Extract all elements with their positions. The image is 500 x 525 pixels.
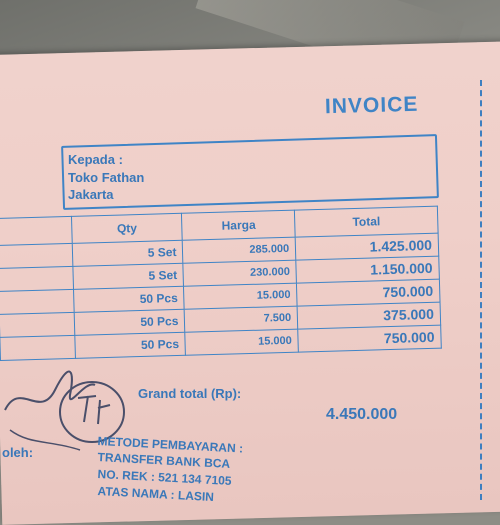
row-item-cell	[0, 312, 75, 337]
row-total: 1.425.000	[295, 233, 438, 260]
oleh-label: oleh:	[2, 445, 34, 460]
row-item-cell	[0, 289, 74, 314]
row-total: 1.150.000	[296, 256, 439, 283]
payment-method-label: METODE PEMBAYARAN :	[97, 434, 244, 456]
row-item-cell	[0, 266, 73, 291]
row-qty: 5 Set	[72, 240, 183, 266]
row-harga: 15.000	[185, 329, 298, 355]
recipient-name: Toko Fathan	[68, 170, 145, 185]
row-harga: 15.000	[184, 283, 297, 309]
grand-total-value: 4.450.000	[326, 406, 398, 423]
recipient-label: Kepada :	[68, 152, 123, 167]
row-harga: 285.000	[183, 237, 296, 263]
payment-account-number: NO. REK : 521 134 7105	[97, 467, 232, 488]
row-harga: 230.000	[183, 260, 296, 286]
items-table-wrapper	[0, 206, 442, 361]
header-qty: Qty	[71, 213, 182, 243]
row-total: 375.000	[297, 302, 440, 329]
row-total: 750.000	[298, 325, 441, 352]
row-qty: 5 Set	[73, 263, 184, 289]
grand-total-label: Grand total (Rp):	[138, 386, 242, 401]
payment-account-name: ATAS NAMA : LASIN	[97, 484, 215, 505]
header-item	[0, 216, 72, 245]
row-qty: 50 Pcs	[75, 332, 186, 358]
header-total: Total	[295, 206, 438, 237]
perforation-line	[480, 80, 486, 500]
row-harga: 7.500	[185, 306, 298, 332]
row-qty: 50 Pcs	[73, 286, 184, 312]
payment-bank: TRANSFER BANK BCA	[97, 450, 231, 471]
row-item-cell	[0, 243, 73, 268]
invoice-title: INVOICE	[324, 92, 419, 119]
row-total: 750.000	[297, 279, 440, 306]
recipient-city: Jakarta	[68, 187, 114, 202]
header-harga: Harga	[182, 210, 295, 240]
row-qty: 50 Pcs	[74, 309, 185, 335]
items-table	[0, 206, 442, 361]
